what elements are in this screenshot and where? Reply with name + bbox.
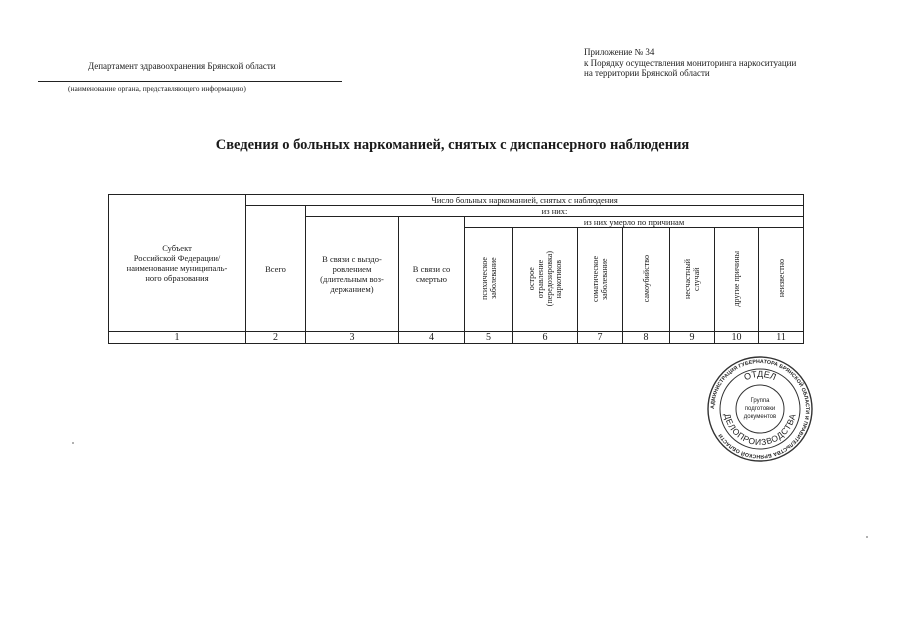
stamp-center-line: документов xyxy=(743,414,777,420)
cause-line: соматическое xyxy=(591,255,600,302)
appendix-note xyxy=(584,47,796,79)
cause-header-somatic xyxy=(578,228,623,332)
report-table xyxy=(108,194,804,344)
organization-name: Департамент здравоохранения Брянской области xyxy=(88,61,276,71)
organization-caption: (наименование органа, представляющего информацию) xyxy=(68,84,246,93)
column-number: 4 xyxy=(399,332,465,344)
column-number: 9 xyxy=(670,332,715,344)
stamp-ring-bottom: ДЕЛОПРОИЗВОДСТВА xyxy=(722,412,798,448)
death-header-line: смертью xyxy=(415,274,447,284)
of-them-header: из них: xyxy=(306,206,804,217)
subject-header-line: ного образования xyxy=(145,273,209,283)
cause-header-unknown xyxy=(759,228,804,332)
cause-header-overdose xyxy=(513,228,578,332)
organization-underline xyxy=(38,81,342,82)
death-header-line: В связи со xyxy=(412,264,451,274)
stamp-center-line: подготовки xyxy=(744,406,776,412)
column-number: 11 xyxy=(759,332,804,344)
recovery-header-line: В связи с выздо- xyxy=(322,254,382,264)
subject-header-line: Российской Федерации/ xyxy=(133,253,221,263)
cause-header-other xyxy=(715,228,759,332)
cause-line: отравление xyxy=(536,259,545,298)
column-number: 2 xyxy=(246,332,306,344)
group-header: Число больных наркоманией, снятых с наблюдения xyxy=(246,195,804,206)
scan-speck xyxy=(866,536,868,538)
appendix-line: к Порядку осуществления мониторинга наркоситуации xyxy=(584,57,797,68)
cause-line: другие причины xyxy=(732,250,741,307)
cause-line: заболевание xyxy=(488,257,498,300)
column-number: 10 xyxy=(715,332,759,344)
document-title: Сведения о больных наркоманией, снятых с диспансерного наблюдения xyxy=(215,137,690,153)
official-stamp xyxy=(706,355,814,463)
subject-header xyxy=(109,195,246,332)
recovery-header xyxy=(306,217,399,332)
column-number: 3 xyxy=(306,332,399,344)
column-number: 7 xyxy=(578,332,623,344)
column-number: 1 xyxy=(109,332,246,344)
cause-header-suicide xyxy=(623,228,670,332)
cause-line: случай xyxy=(692,266,701,291)
cause-line: психическое xyxy=(479,257,489,300)
cause-line: самоубийство xyxy=(641,254,651,303)
cause-line: неизвестно xyxy=(776,259,786,298)
column-number: 5 xyxy=(465,332,513,344)
cause-line: несчастный xyxy=(683,258,692,299)
cause-line: (передозировка) xyxy=(545,250,554,307)
subject-header-line: наименование муниципаль- xyxy=(126,263,228,273)
column-number: 6 xyxy=(513,332,578,344)
stamp-ring-top: ОТДЕЛ xyxy=(742,368,778,383)
cause-line: наркотиков xyxy=(554,259,563,298)
stamp-outer-text: АДМИНИСТРАЦИЯ ГУБЕРНАТОРА БРЯНСКОЙ ОБЛАСТИ И ПРАВИТЕЛЬСТВА БРЯНСКОЙ ОБЛАСТИ xyxy=(709,358,811,460)
svg-text:ОТДЕЛ xyxy=(743,369,778,382)
cause-header-mental xyxy=(465,228,513,332)
total-header: Всего xyxy=(246,206,306,332)
subject-header-line: Субъект xyxy=(162,243,192,253)
death-header xyxy=(399,217,465,332)
cause-line: заболевание xyxy=(600,257,609,300)
cause-header-accident xyxy=(670,228,715,332)
appendix-line: на территории Брянской области xyxy=(584,68,710,78)
recovery-header-line: держанием) xyxy=(330,284,374,294)
cause-line: острое xyxy=(527,267,536,290)
stamp-center-line: Группа xyxy=(750,398,770,404)
died-causes-header: из них умерло по причинам xyxy=(465,217,804,228)
appendix-line: Приложение № 34 xyxy=(584,47,655,57)
scan-speck xyxy=(72,442,74,444)
column-number: 8 xyxy=(623,332,670,344)
recovery-header-line: ровлением xyxy=(332,264,372,274)
recovery-header-line: (длительным воз- xyxy=(320,274,384,284)
